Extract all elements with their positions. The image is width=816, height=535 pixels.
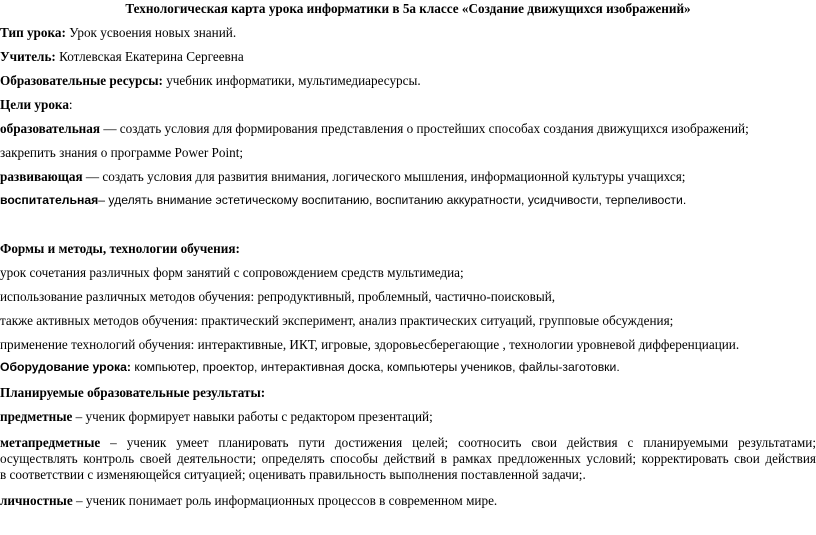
goal-educational xyxy=(0,121,749,136)
goal-educational-value: — создать условия для формирования представления о простейших способах создания движущихся изображений; xyxy=(100,121,749,136)
lesson-type-line xyxy=(0,25,236,40)
goals-label: Цели урока xyxy=(0,97,69,112)
forms-label: Формы и методы, технологии обучения: xyxy=(0,241,240,256)
results-heading xyxy=(0,385,265,400)
document-title: Технологическая карта урока информатики в 5а классе «Создание движущихся изображений» xyxy=(125,1,691,16)
teacher-label: Учитель: xyxy=(0,49,56,64)
forms-heading xyxy=(0,241,240,256)
teacher-value: Котлевская Екатерина Сергеевна xyxy=(55,49,244,64)
goal-educational-cont: закрепить знания о программе Power Point; xyxy=(0,145,244,160)
results-meta-line1 xyxy=(0,435,816,450)
goals-colon: : xyxy=(68,97,73,112)
equipment-label: Оборудование урока: xyxy=(0,360,131,374)
goal-upbringing-label: воспитательная xyxy=(0,193,99,207)
goal-developing-value: — создать условия для развития внимания, логического мышления, информационной культуры учащихся; xyxy=(82,169,686,184)
goals-heading xyxy=(0,97,73,112)
results-subject xyxy=(0,409,433,424)
results-subject-label: предметные xyxy=(0,409,73,424)
resources-line xyxy=(0,73,421,88)
results-meta-value: – ученик умеет планировать пути достижения целей; соотносить свои действия с планируемыми результатами; xyxy=(100,435,816,450)
goal-developing-label: развивающая xyxy=(0,169,83,184)
forms-item: применение технологий обучения: интерактивные, ИКТ, игровые, здоровьесберегающие , технологии уровневой дифференциации. xyxy=(0,337,740,352)
results-personal xyxy=(0,493,497,508)
lesson-type-value: Урок усвоения новых знаний. xyxy=(65,25,237,40)
resources-value: учебник информатики, мультимедиаресурсы. xyxy=(162,73,421,88)
forms-item: урок сочетания различных форм занятий с сопровождением средств мультимедиа; xyxy=(0,265,464,280)
goal-upbringing-value: – уделять внимание эстетическому воспитанию, воспитанию аккуратности, усидчивости, терпеливости. xyxy=(98,193,687,207)
results-label: Планируемые образовательные результаты: xyxy=(0,385,266,400)
lesson-type-label: Тип урока: xyxy=(0,25,66,40)
results-meta-line3: в соответствии с изменяющейся ситуацией; оценивать правильность выполнения поставленной задачи;. xyxy=(0,467,586,482)
teacher-line xyxy=(0,49,244,64)
equipment-value: компьютер, проектор, интерактивная доска, компьютеры учеников, файлы-заготовки. xyxy=(130,360,620,374)
results-personal-value: – ученик понимает роль информационных процессов в современном мире. xyxy=(72,493,498,508)
forms-item: также активных методов обучения: практический эксперимент, анализ практических ситуаций, групповые обсуждения; xyxy=(0,313,674,328)
results-meta-label: метапредметные xyxy=(0,435,101,450)
resources-label: Образовательные ресурсы: xyxy=(0,73,163,88)
forms-item: использование различных методов обучения: репродуктивный, проблемный, частично-поисковый, xyxy=(0,289,556,304)
equipment-line xyxy=(0,360,620,375)
goal-upbringing xyxy=(0,193,686,208)
goal-developing xyxy=(0,169,685,184)
results-meta-line2: осуществлять контроль своей деятельности; определять способы действий в рамках предложенных условий; корректировать свои действия xyxy=(0,451,816,466)
results-personal-label: личностные xyxy=(0,493,73,508)
results-subject-value: – ученик формирует навыки работы с редактором презентаций; xyxy=(72,409,433,424)
goal-educational-label: образовательная xyxy=(0,121,101,136)
